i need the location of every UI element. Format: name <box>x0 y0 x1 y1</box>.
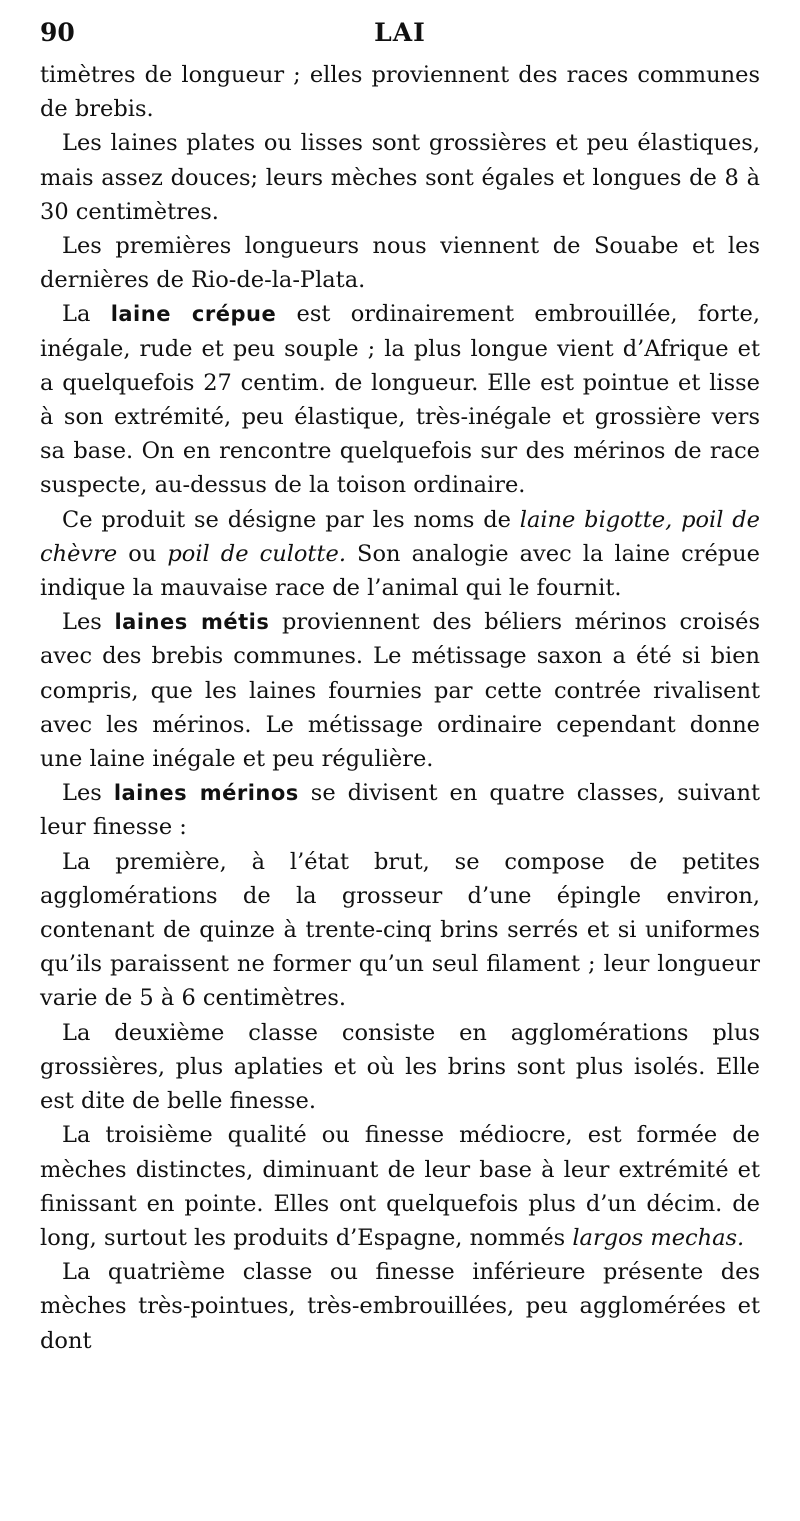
paragraph-text: Les <box>62 609 115 636</box>
term-heading: laine crépue <box>110 302 277 327</box>
paragraph-text: La quatrième classe ou finesse inférieure présente des mèches très-pointues, très-embrouillées, peu agglomérées et dont <box>40 1259 760 1354</box>
italic-text: largos mechas. <box>572 1224 745 1251</box>
paragraph-text: La deuxième classe consiste en agglomérations plus grossières, plus aplaties et où les brins sont plus isolés. Elle est dite de belle finesse. <box>40 1019 760 1115</box>
paragraph-text: Les <box>62 780 114 807</box>
paragraph-text: ou <box>117 540 168 567</box>
paragraph <box>40 58 760 126</box>
paragraph-text: Les premières longueurs nous viennent de Souabe et les dernières de Rio-de-la-Plata. <box>40 233 760 294</box>
paragraph <box>40 297 760 502</box>
paragraph <box>40 1255 760 1358</box>
paragraph-text: La première, à l’état brut, se compose de petites agglomérations de la grosseur d’une épingle environ, contenant de quinze à trente-cinq brins serrés et si uniformes qu’ils paraissent ne former qu’un seul filament ; leur longueur varie de 5 à 6 centimètres. <box>40 848 760 1012</box>
paragraph-text: se divisent en quatre classes, suivant leur finesse : <box>40 780 760 841</box>
running-header <box>40 18 760 58</box>
italic-text: poil de culotte. <box>167 540 346 567</box>
paragraph <box>40 126 760 229</box>
term-heading: laines mérinos <box>113 781 299 806</box>
paragraph <box>40 503 760 606</box>
paragraph-text: Son analogie avec la laine crépue indique la mauvaise race de l’animal qui le fournit. <box>40 540 760 602</box>
italic-text: laine bigotte, poil de chèvre <box>40 506 760 567</box>
running-title: LAI <box>374 18 426 47</box>
paragraph-text: Ce produit se désigne par les noms de <box>62 506 520 533</box>
paragraph-text: La troisième qualité ou finesse médiocre, est formée de mèches distinctes, diminuant de leur base à leur extrémité et finissant en pointe. Elles ont quelquefois plus d’un décim. de long, surtout les produits d’Espagne, nommés <box>40 1122 760 1251</box>
term-heading: laines métis <box>114 610 270 635</box>
paragraph <box>40 776 760 844</box>
paragraph <box>40 1118 760 1255</box>
paragraph-text: est ordinairement embrouillée, forte, inégale, rude et peu souple ; la plus longue vient d’Afrique et a quelquefois 27 centim. de longueur. Elle est pointue et lisse à son extrémité, peu élastique, très-inégale et grossière vers sa base. On en rencontre quelquefois sur des mérinos de race suspecte, au-dessus de la toison ordinaire. <box>40 301 760 499</box>
paragraph-text: proviennent des béliers mérinos croisés avec des brebis communes. Le métissage saxon a été si bien compris, que les laines fournies par cette contrée rivalisent avec les mérinos. Le métissage ordinaire cependant donne une laine inégale et peu régulière. <box>40 609 760 773</box>
paragraph <box>40 229 760 297</box>
paragraph-text: Les laines plates ou lisses sont grossières et peu élastiques, mais assez douces; leurs mèches sont égales et longues de 8 à 30 centimètres. <box>40 130 760 225</box>
paragraph <box>40 845 760 1016</box>
paragraph-text: La <box>62 301 111 328</box>
body-text <box>40 58 760 1358</box>
paragraph <box>40 1016 760 1119</box>
paragraph <box>40 605 760 776</box>
page-number: 90 <box>40 18 75 47</box>
paragraph-text: timètres de longueur ; elles proviennent des races communes de brebis. <box>40 62 760 123</box>
